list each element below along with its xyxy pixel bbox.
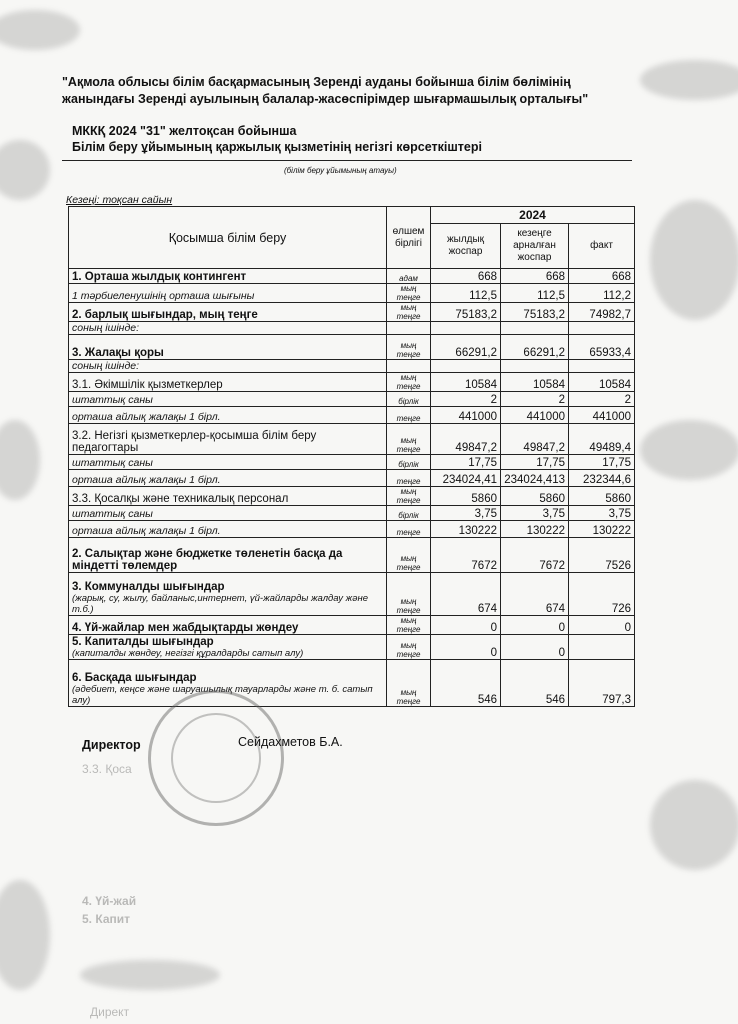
row-label-text: 1 тәрбиеленушінің орташа шығыны (72, 290, 255, 302)
cell-annual: 7672 (431, 538, 501, 573)
cell-annual: 112,5 (431, 284, 501, 303)
row-unit: мың теңге (387, 616, 431, 635)
cell-annual: 3,75 (431, 506, 501, 521)
row-label (69, 521, 387, 538)
row-label (69, 424, 387, 455)
table-row (69, 335, 635, 360)
row-label-text: 2. Салықтар және бюджетке төленетін басқа да міндетті төлемдер (72, 548, 343, 572)
bleed-through-text: 5. Капит (82, 912, 130, 926)
scan-smudge (0, 420, 40, 500)
row-label (69, 303, 387, 322)
official-seal (148, 690, 284, 826)
row-unit: теңге (387, 470, 431, 487)
cell-annual: 75183,2 (431, 303, 501, 322)
cell-annual: 668 (431, 269, 501, 284)
row-label (69, 616, 387, 635)
header-year: 2024 (431, 207, 635, 224)
bleed-through-text: Директ (90, 1005, 130, 1019)
row-label (69, 269, 387, 284)
table-row (69, 616, 635, 635)
table-row (69, 538, 635, 573)
cell-fact: 797,3 (569, 660, 635, 707)
organization-name-line (62, 160, 632, 161)
row-unit: бірлік (387, 506, 431, 521)
table-row (69, 392, 635, 407)
cell-fact: 726 (569, 573, 635, 616)
cell-period: 2 (501, 392, 569, 407)
header-period-plan: кезеңге арналған жоспар (501, 224, 569, 269)
signature-name: Сейдахметов Б.А. (238, 735, 343, 749)
row-label (69, 360, 387, 373)
cell-annual: 234024,41 (431, 470, 501, 487)
row-unit: мың теңге (387, 538, 431, 573)
row-unit: теңге (387, 521, 431, 538)
row-label-text: 5. Капиталды шығындар (72, 636, 214, 648)
table-row (69, 424, 635, 455)
scan-smudge (640, 60, 738, 100)
row-note: (әдебиет, кеңсе және шаруашылық тауарларды және т. б. сатып алу) (72, 684, 373, 706)
row-unit: мың теңге (387, 635, 431, 660)
row-label (69, 407, 387, 424)
row-label-text: орташа айлық жалақы 1 бірл. (72, 474, 221, 486)
row-unit: бірлік (387, 392, 431, 407)
cell-annual (431, 360, 501, 373)
row-label-text: 3. Коммуналды шығындар (72, 581, 225, 593)
row-unit: теңге (387, 407, 431, 424)
row-label-text: штаттық саны (72, 508, 153, 520)
cell-period: 546 (501, 660, 569, 707)
row-label (69, 392, 387, 407)
cell-period: 234024,413 (501, 470, 569, 487)
row-label (69, 470, 387, 487)
table-row (69, 635, 635, 660)
table-row (69, 407, 635, 424)
row-unit: адам (387, 269, 431, 284)
report-title (72, 123, 592, 155)
row-label (69, 335, 387, 360)
cell-fact (569, 360, 635, 373)
cell-period: 0 (501, 635, 569, 660)
cell-fact: 74982,7 (569, 303, 635, 322)
row-label-text: 4. Үй-жайлар мен жабдықтарды жөндеу (72, 622, 299, 634)
cell-annual: 441000 (431, 407, 501, 424)
seal-emblem (171, 713, 261, 803)
row-label-text: 3.3. Қосалқы және техникалық персонал (72, 493, 289, 505)
cell-period: 112,5 (501, 284, 569, 303)
row-unit: мың теңге (387, 424, 431, 455)
cell-fact: 441000 (569, 407, 635, 424)
scan-smudge (650, 780, 738, 870)
cell-period: 441000 (501, 407, 569, 424)
row-label-text: соның ішінде: (72, 322, 140, 334)
row-unit: мың теңге (387, 660, 431, 707)
header-category: Қосымша білім беру (69, 207, 387, 269)
scan-smudge (0, 140, 50, 200)
scan-smudge (650, 200, 738, 320)
row-unit: мың теңге (387, 373, 431, 392)
table-row (69, 360, 635, 373)
row-label-text: орташа айлық жалақы 1 бірл. (72, 411, 221, 423)
cell-period (501, 360, 569, 373)
row-unit (387, 360, 431, 373)
cell-period: 10584 (501, 373, 569, 392)
cell-fact: 130222 (569, 521, 635, 538)
cell-annual (431, 322, 501, 335)
cell-fact (569, 322, 635, 335)
report-title-line1: МККҚ 2024 "31" желтоқсан бойынша (72, 124, 297, 138)
row-label (69, 373, 387, 392)
header-fact: факт (569, 224, 635, 269)
row-unit: бірлік (387, 455, 431, 470)
row-label-text: орташа айлық жалақы 1 бірл. (72, 525, 221, 537)
row-label-text: 1. Орташа жылдық контингент (72, 271, 247, 283)
cell-fact: 2 (569, 392, 635, 407)
row-label (69, 284, 387, 303)
cell-fact: 65933,4 (569, 335, 635, 360)
cell-fact: 112,2 (569, 284, 635, 303)
row-label (69, 487, 387, 506)
cell-annual: 17,75 (431, 455, 501, 470)
cell-fact: 5860 (569, 487, 635, 506)
cell-annual: 130222 (431, 521, 501, 538)
financial-indicators-table (68, 206, 635, 707)
cell-period: 7672 (501, 538, 569, 573)
report-title-line2: Білім беру ұйымының қаржылық қызметінің негізгі көрсеткіштері (72, 140, 482, 154)
table-row (69, 521, 635, 538)
cell-period: 674 (501, 573, 569, 616)
row-unit: мың теңге (387, 335, 431, 360)
cell-annual: 5860 (431, 487, 501, 506)
cell-annual: 2 (431, 392, 501, 407)
row-label (69, 635, 387, 660)
cell-annual: 0 (431, 616, 501, 635)
cell-annual: 66291,2 (431, 335, 501, 360)
bleed-through-text: 3.3. Қоса (82, 762, 132, 776)
header-unit: өлшем бірлігі (387, 207, 431, 269)
row-label-text: штаттық саны (72, 394, 153, 406)
row-label (69, 538, 387, 573)
row-note: (жарық, су, жылу, байланыс,интернет, үй-жайларды жалдау және т.б.) (72, 593, 368, 615)
row-unit: мың теңге (387, 284, 431, 303)
row-label (69, 455, 387, 470)
table-body (69, 269, 635, 707)
cell-annual: 674 (431, 573, 501, 616)
row-unit: мың теңге (387, 573, 431, 616)
row-label-text: 3.2. Негізгі қызметкерлер-қосымша білім беру педагогтары (72, 430, 317, 454)
organization-caption: (білім беру ұйымының атауы) (284, 166, 397, 175)
cell-fact: 49489,4 (569, 424, 635, 455)
cell-fact: 0 (569, 616, 635, 635)
table-row (69, 487, 635, 506)
row-label-text: штаттық саны (72, 457, 153, 469)
cell-fact: 10584 (569, 373, 635, 392)
row-label (69, 322, 387, 335)
row-label-text: 6. Басқада шығындар (72, 672, 197, 684)
scan-smudge (80, 960, 220, 990)
organization-title: "Ақмола облысы білім басқармасының Зеренді ауданы бойынша білім бөлімінің жанындағы Зеренді ауылының балалар-жасөспірімдер шығармашылық орталығы" (62, 75, 589, 106)
table-row (69, 303, 635, 322)
header-annual-plan: жылдық жоспар (431, 224, 501, 269)
cell-period: 75183,2 (501, 303, 569, 322)
cell-period (501, 322, 569, 335)
cell-fact: 232344,6 (569, 470, 635, 487)
cell-period: 668 (501, 269, 569, 284)
cell-period: 66291,2 (501, 335, 569, 360)
row-label-text: 3. Жалақы қоры (72, 347, 164, 359)
table-row (69, 322, 635, 335)
scan-smudge (0, 880, 50, 990)
cell-period: 130222 (501, 521, 569, 538)
cell-annual: 49847,2 (431, 424, 501, 455)
row-label-text: соның ішінде: (72, 360, 140, 372)
cell-period: 49847,2 (501, 424, 569, 455)
table-row (69, 573, 635, 616)
cell-annual: 10584 (431, 373, 501, 392)
scan-smudge (0, 10, 80, 50)
cell-fact: 7526 (569, 538, 635, 573)
table-row (69, 506, 635, 521)
table-row (69, 269, 635, 284)
row-label (69, 573, 387, 616)
table-row (69, 455, 635, 470)
row-unit (387, 322, 431, 335)
table-row (69, 470, 635, 487)
cell-fact: 3,75 (569, 506, 635, 521)
cell-annual: 546 (431, 660, 501, 707)
cell-period: 3,75 (501, 506, 569, 521)
cell-fact: 17,75 (569, 455, 635, 470)
table-row (69, 284, 635, 303)
cell-period: 17,75 (501, 455, 569, 470)
cell-period: 5860 (501, 487, 569, 506)
row-label-text: 2. барлық шығындар, мың теңге (72, 309, 258, 321)
bleed-through-text: 4. Үй-жай (82, 894, 137, 908)
cell-period: 0 (501, 616, 569, 635)
reporting-period: Кезеңі: тоқсан сайын (66, 194, 173, 206)
table-row (69, 373, 635, 392)
cell-fact: 668 (569, 269, 635, 284)
row-unit: мың теңге (387, 487, 431, 506)
cell-annual: 0 (431, 635, 501, 660)
table-row (69, 660, 635, 707)
row-label (69, 506, 387, 521)
row-label-text: 3.1. Әкімшілік қызметкерлер (72, 379, 223, 391)
scan-smudge (640, 420, 738, 480)
row-unit: мың теңге (387, 303, 431, 322)
signature-role: Директор (82, 738, 141, 752)
cell-fact (569, 635, 635, 660)
row-note: (капиталды жөндеу, негізгі құралдарды сатып алу) (72, 648, 304, 659)
